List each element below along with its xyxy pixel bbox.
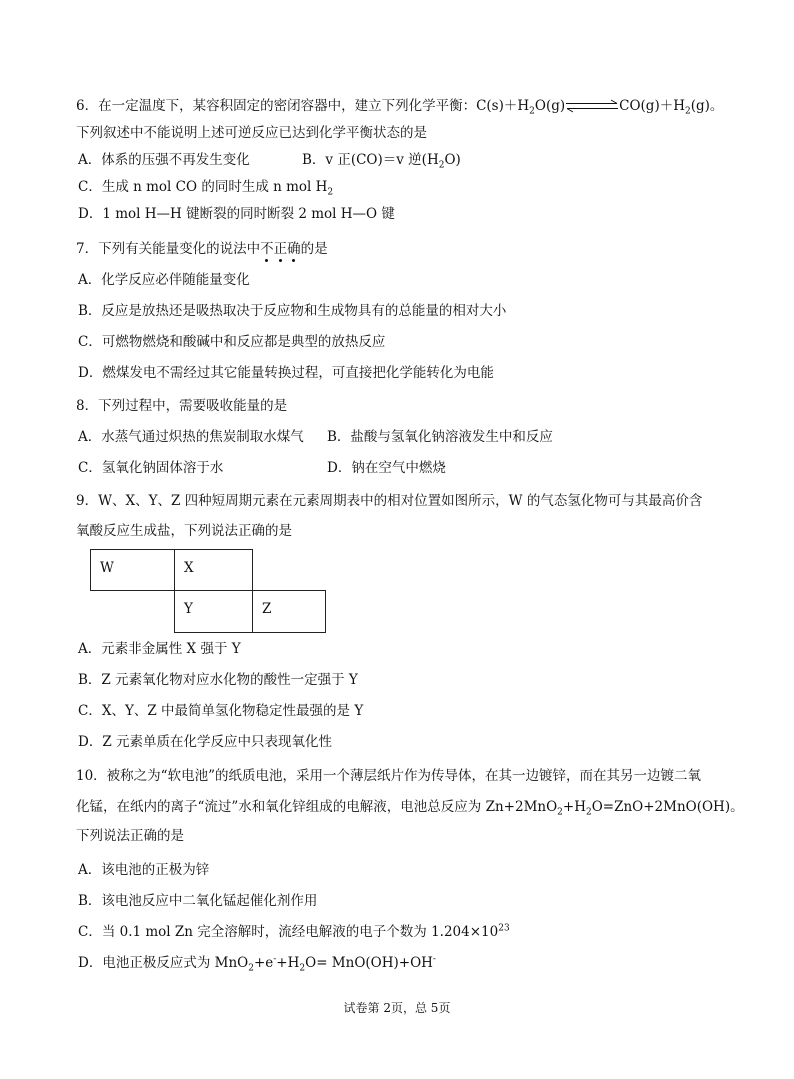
cell-y: Y [174,590,253,633]
q7-option-d: D．燃煤发电不需经过其它能量转换过程，可直接把化学能转化为电能 [78,365,494,381]
q8-option-d: D．钠在空气中燃烧 [327,460,446,476]
q10-option-b: B．该电池反应中二氧化锰起催化剂作用 [78,893,318,909]
q7-option-c: C．可燃物燃烧和酸碱中和反应都是典型的放热反应 [78,334,386,350]
q7-option-b: B．反应是放热还是吸热取决于反应物和生成物具有的总能量的相对大小 [78,303,507,319]
cell-x: X [174,549,253,591]
emphasis-dot: 确 [287,241,301,257]
q9-option-d: D．Z 元素单质在化学反应中只表现氧化性 [78,734,332,750]
page-footer: 试卷第 2页，总 5页 [343,1001,451,1015]
q6-stem: 6．在一定温度下，某容积固定的密闭容器中，建立下列化学平衡：$C(s)+H_2O(g)$ $CO(g)+H_2(g)$。 [76,98,724,117]
periodic-table-fragment [90,549,326,633]
q9-stem: 9．W、X、Y、Z 四种短周期元素在元素周期表中的相对位置如图所示，W 的气态氢化物可与其最高价含 [76,493,703,509]
cell-w: W [90,549,175,591]
q8-stem: 8．下列过程中，需要吸收能量的是 [76,398,288,414]
equilibrium-arrow-icon [565,99,619,113]
q9-option-a: A．元素非金属性 X 强于 Y [78,641,241,657]
q7-stem: 7．下列有关能量变化的说法中不正确的是 [76,241,328,257]
q8-option-c: C．氢氧化钠固体溶于水 [78,460,224,476]
cell-z: Z [252,590,326,633]
emphasis-dot: 不 [260,241,274,257]
emphasis-dot: 正 [273,241,288,257]
q10-option-c: C．当 0.1 mol Zn 完全溶解时，流经电解液的电子个数为 $1.204\times 10^{23}$ [78,923,510,940]
q10-stem-cont2: 下列说法正确的是 [76,828,184,844]
q9-stem-cont: 氧酸反应生成盐，下列说法正确的是 [76,523,292,539]
q10-stem: 10．被称之为“软电池”的纸质电池，采用一个薄层纸片作为传导体，在其一边镀锌，而在其另一边镀二氧 [76,768,701,784]
q6-option-b: B．v 正(CO)＝v 逆$(H_2O)$ [302,152,461,171]
q6-option-c: C．生成 n mol CO 的同时生成 n mol $H_2$ [78,179,334,198]
q6-option-a: A．体系的压强不再发生变化 [78,152,250,168]
q10-option-a: A．该电池的正极为锌 [78,862,210,878]
q10-option-d: D．电池正极反应式为 $MnO_2+e^-+H_2O= MnO(OH)+OH^-$ [78,954,436,974]
q9-option-b: B．Z 元素氧化物对应水化物的酸性一定强于 Y [78,672,358,688]
q6-stem-cont: 下列叙述中不能说明上述可逆反应已达到化学平衡状态的是 [76,125,427,141]
q9-option-c: C．X、Y、Z 中最简单氢化物稳定性最强的是 Y [78,703,364,719]
q10-stem-cont: 化锰，在纸内的离子“流过”水和氧化锌组成的电解液，电池总反应为 $Zn+2MnO_2+H_2O=ZnO+2MnO(OH)$。 [76,799,744,818]
q6-option-d: D．1 mol H—H 键断裂的同时断裂 2 mol H—O 键 [78,206,395,222]
q7-option-a: A．化学反应必伴随能量变化 [78,272,250,288]
q8-option-a: A．水蒸气通过炽热的焦炭制取水煤气 [78,429,304,445]
q8-option-b: B．盐酸与氢氧化钠溶液发生中和反应 [327,429,553,445]
